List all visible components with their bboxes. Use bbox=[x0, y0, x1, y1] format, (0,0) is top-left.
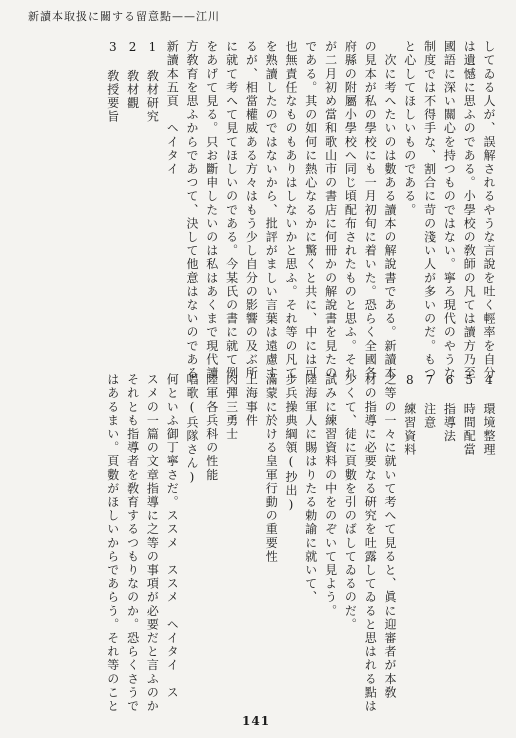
text-column: 2 敎材觀 bbox=[125, 40, 140, 110]
text-column: 1 敎材研究 bbox=[145, 40, 160, 124]
text-column: 少くて、徒に頁數を引のばしてゐるのだ。 bbox=[343, 373, 358, 632]
text-column: 上海事件 bbox=[244, 373, 259, 428]
text-column: 5 時間配當 bbox=[462, 373, 477, 457]
text-column: それとも指導者を敎育するつもりなのか。恐らくさうで bbox=[125, 373, 140, 713]
text-column: してゐる人が、誤解されるやうな言說を吐く輕率を自分 bbox=[482, 40, 496, 380]
text-column: スメの一篇の文章指導に之等の事項が必要だと言ふのか bbox=[145, 373, 160, 713]
text-column: は遺憾に思ふのである。小學校の敎師の凡ては讀方乃至 bbox=[462, 40, 477, 380]
text-column: 之等の一々に就いて考へて見ると、眞に迎審者が本敎 bbox=[383, 373, 397, 700]
text-column: 陸海軍人に賜はりたる勅諭に就いて、 bbox=[303, 373, 318, 605]
text-column: 步兵操典綱領(抄出) bbox=[284, 373, 298, 513]
text-column: 8 練習資料 bbox=[402, 373, 417, 457]
text-column: るが、相當權威ある方々はもう少し自分の影響の及ぶ所 bbox=[244, 40, 259, 380]
text-column: と心してほしいものである。 bbox=[402, 40, 417, 217]
text-column: が二月初め當和歌山市の書店に何冊かの解說書を見たの bbox=[323, 40, 338, 380]
text-column: はあるまい。頁數がほしいからであらう。それ等のこと bbox=[105, 373, 120, 713]
text-column: 材の指導に必要なる硏究を吐露してゐると思はれる點は bbox=[363, 373, 378, 713]
text-column: をあげて見る。只お斷申したいのは私はあくまで現代讀 bbox=[204, 40, 219, 380]
text-column: 國語に深い關心を持つものではない。寧ろ現代のやうな bbox=[442, 40, 457, 380]
text-column: 6 指導法 bbox=[442, 373, 457, 443]
text-column: 滿蒙に於ける皇軍行動の重要性 bbox=[264, 373, 279, 564]
text-column: 方敎育を思ふからであつて、決して他意はないのである。 bbox=[185, 40, 199, 394]
running-header: 新讀本取扱に關する留意點——江川 bbox=[28, 10, 220, 23]
text-column: 新讀本五頁 ヘイタイ bbox=[165, 40, 180, 176]
text-column: を熟讀したのではないから、批評がましい言葉は遠慮す bbox=[264, 40, 279, 380]
text-column: 4 環境整理 bbox=[482, 373, 496, 457]
text-column: 也無責任なものもありはしないかと思ふ。それ等の凡て bbox=[284, 40, 298, 380]
text-column: に就て考へて見てほしいのである。今某氏の書に就て例 bbox=[224, 40, 239, 380]
text-column: の見本が私の學校にも一月初旬に着いた。恐らく全國各 bbox=[363, 40, 378, 380]
text-column: 陸軍各兵科の性能 bbox=[204, 373, 219, 482]
text-column: 唱歌(兵隊さん) bbox=[185, 373, 199, 486]
text-column: 制度では不得手な、割合に苛の淺い人が多いのだ。もつ bbox=[422, 40, 437, 380]
text-column: である。其の如何に熱心なるかに驚くと共に、中には可 bbox=[303, 40, 318, 380]
text-column: 3 敎授要旨 bbox=[105, 40, 120, 124]
text-column: 7 注意 bbox=[422, 373, 437, 430]
page-number: 141 bbox=[242, 714, 271, 728]
text-column: 何といふ御丁寧さだ。ススメ ススメ ヘイタイ ス bbox=[165, 373, 180, 700]
text-column: 試みに練習資料の中をのぞいて見よう。 bbox=[323, 373, 338, 618]
text-column: 府縣の附屬小學校へ同じ頃配布されたものと思ふ。それ bbox=[343, 40, 358, 380]
text-column: 次に考へたいのは數ある讀本の解說書である。新讀本 bbox=[383, 40, 397, 380]
text-column: 肉彈三勇士 bbox=[224, 373, 239, 441]
